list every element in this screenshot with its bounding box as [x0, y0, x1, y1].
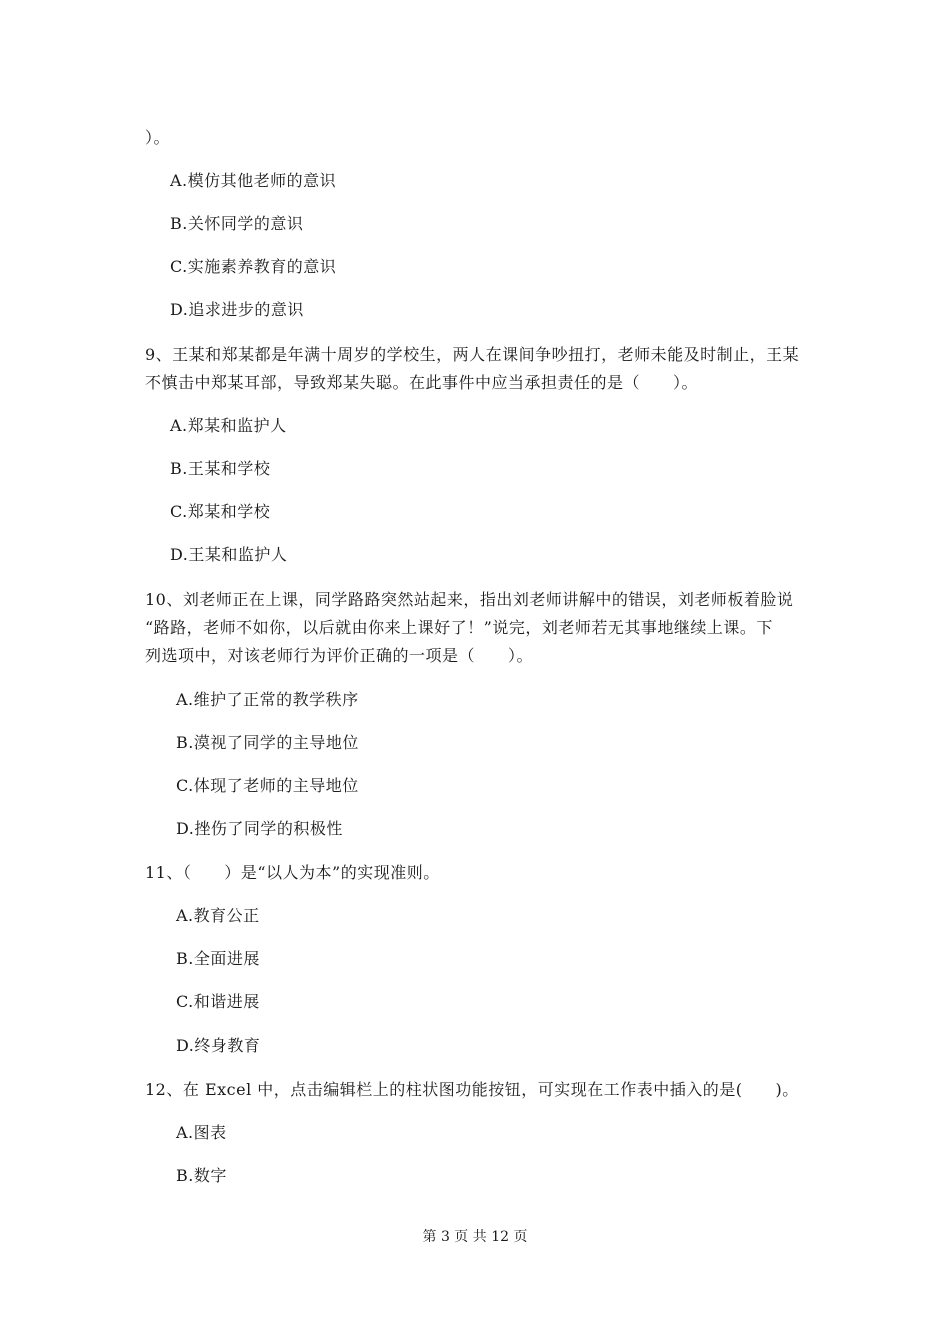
- q12-option-b: B.数字: [176, 1166, 227, 1185]
- q10-option-c: C.体现了老师的主导地位: [176, 776, 359, 795]
- q10-option-a: A.维护了正常的教学秩序: [176, 690, 359, 709]
- q12-text-line-1: 12、在 Excel 中，点击编辑栏上的柱状图功能按钮，可实现在工作表中插入的是( )。: [145, 1080, 799, 1099]
- q11-option-b: B.全面进展: [176, 949, 260, 968]
- q9-option-b: B.王某和学校: [170, 459, 271, 478]
- q8-option-a: A.模仿其他老师的意识: [170, 171, 337, 190]
- q12-option-a: A.图表: [176, 1123, 227, 1142]
- q9-option-a: A.郑某和监护人: [170, 416, 287, 435]
- q11-option-a: A.教育公正: [176, 906, 260, 925]
- page-number-footer: 第 3 页 共 12 页: [422, 1229, 528, 1245]
- q11-text-line-1: 11、（ ）是“以人为本”的实现准则。: [145, 863, 440, 882]
- q8-option-d: D.追求进步的意识: [170, 300, 304, 319]
- q10-text-line-2: “路路，老师不如你，以后就由你来上课好了！”说完，刘老师若无其事地继续上课。下: [145, 618, 773, 637]
- q8-option-c: C.实施素养教育的意识: [170, 257, 337, 276]
- q8-option-b: B.关怀同学的意识: [170, 214, 304, 233]
- q10-text-line-3: 列选项中，对该老师行为评价正确的一项是（ ）。: [145, 646, 534, 665]
- q10-option-b: B.漠视了同学的主导地位: [176, 733, 359, 752]
- question-continuation: ）。: [145, 128, 171, 147]
- q11-option-c: C.和谐进展: [176, 992, 260, 1011]
- q10-option-d: D.挫伤了同学的积极性: [176, 819, 343, 838]
- q10-text-line-1: 10、刘老师正在上课，同学路路突然站起来，指出刘老师讲解中的错误，刘老师板着脸说: [145, 590, 794, 609]
- q9-text-line-1: 9、王某和郑某都是年满十周岁的学校生，两人在课间争吵扭打，老师未能及时制止，王某: [145, 345, 800, 364]
- q11-option-d: D.终身教育: [176, 1036, 261, 1055]
- q9-option-d: D.王某和监护人: [170, 545, 288, 564]
- q9-text-line-2: 不慎击中郑某耳部，导致郑某失聪。在此事件中应当承担责任的是（ ）。: [145, 373, 699, 392]
- q9-option-c: C.郑某和学校: [170, 502, 271, 521]
